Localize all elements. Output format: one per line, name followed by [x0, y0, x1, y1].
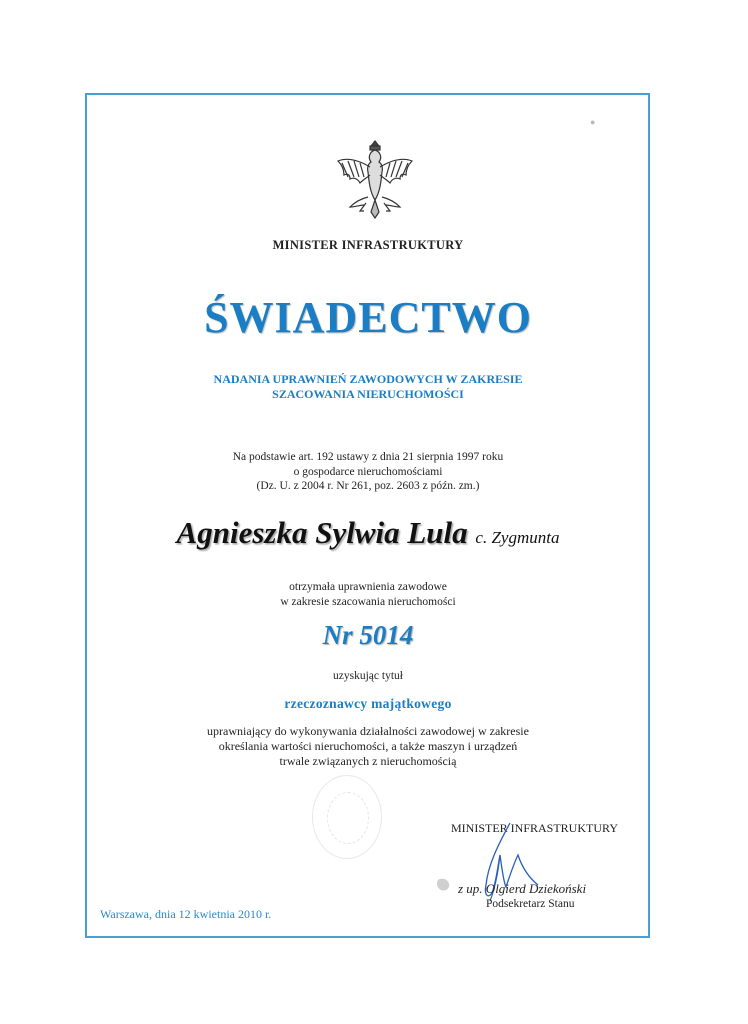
legal-basis: [86, 450, 650, 494]
legal-basis-line: (Dz. U. z 2004 r. Nr 261, poz. 2603 z późn. zm.): [256, 480, 480, 492]
scope-text: [86, 724, 650, 769]
subtitle-line-2: SZACOWANIA NIERUCHOMOŚCI: [272, 387, 464, 401]
stamp-smudge-icon: [434, 876, 454, 894]
signatory-name: z up. Olgierd Dziekoński: [458, 881, 587, 896]
issuer-header: MINISTER INFRASTRUKTURY: [272, 238, 464, 252]
legal-basis-line: o gospodarce nieruchomościami: [293, 465, 443, 478]
received-line: otrzymała uprawnienia zawodowe: [289, 581, 447, 593]
gaining-title-text: uzyskując tytuł: [333, 670, 403, 682]
scan-speck: ●: [590, 117, 596, 127]
legal-basis-line: Na podstawie art. 192 ustawy z dnia 21 sierpnia 1997 roku: [232, 451, 504, 463]
certificate-subtitle: [86, 372, 650, 402]
signatory-title: MINISTER INFRASTRUKTURY: [451, 821, 619, 835]
recipient-father: c. Zygmunta: [475, 528, 560, 547]
certificate-number: Nr 5014: [322, 620, 414, 650]
received-text: [86, 580, 650, 609]
polish-eagle-emblem-icon: [330, 137, 420, 223]
recipient-name: Agnieszka Sylwia Lula: [176, 515, 468, 550]
seal-eagle-icon: [327, 792, 369, 844]
scope-line: uprawniający do wykonywania działalności zawodowej w zakresie: [207, 724, 529, 738]
scope-line: określania wartości nieruchomości, a także maszyn i urządzeń: [218, 739, 518, 753]
profession-title: rzeczoznawcy majątkowego: [284, 696, 452, 711]
received-line: w zakresie szacowania nieruchomości: [280, 595, 456, 608]
recipient: [86, 515, 650, 551]
signatory-role: Podsekretarz Stanu: [486, 898, 575, 910]
place-and-date: Warszawa, dnia 12 kwietnia 2010 r.: [100, 907, 272, 921]
certificate-title: ŚWIADECTWO: [204, 293, 532, 342]
scope-line: trwale związanych z nieruchomością: [279, 754, 457, 768]
subtitle-line-1: NADANIA UPRAWNIEŃ ZAWODOWYCH W ZAKRESIE: [213, 372, 523, 386]
embossed-seal-icon: [312, 775, 382, 859]
